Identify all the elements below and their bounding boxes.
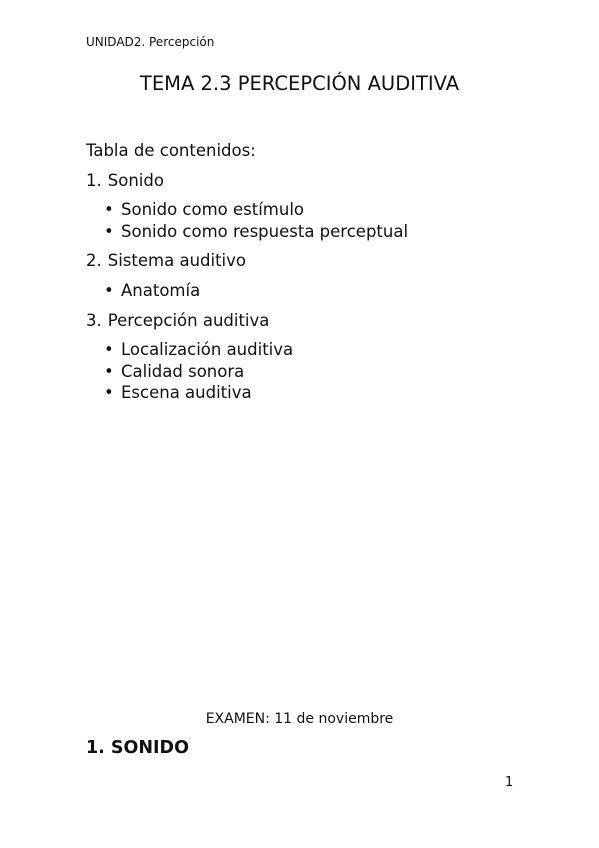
toc-subitems-percepcion-auditiva [104,339,293,404]
toc-section-number: 2. [86,251,102,270]
toc-heading: Tabla de contenidos: [86,141,256,160]
toc-section-number: 3. [86,311,102,330]
toc-section-label: Sistema auditivo [107,251,246,270]
toc-subitem: • Sonido como estímulo [104,200,305,219]
document-title: TEMA 2.3 PERCEPCIÓN AUDITIVA [139,72,460,95]
bullet-icon: • [104,200,114,219]
toc-section-label: Sonido [107,171,164,190]
bullet-icon: • [104,361,114,381]
bullet-icon: • [104,281,114,300]
toc-section-sistema-auditivo [86,251,246,270]
bullet-icon: • [104,383,114,402]
running-header: UNIDAD2. Percepción [86,35,215,49]
page-number: 1 [505,775,514,790]
toc-subitem: • Sonido como respuesta perceptual [104,221,409,241]
toc-subitem: • Calidad sonora [104,361,245,381]
bullet-icon: • [104,221,114,241]
toc-section-percepcion-auditiva [86,311,269,330]
toc-subitems-sistema-auditivo [104,280,200,302]
toc-section-label: Percepción auditiva [107,311,270,330]
bullet-icon: • [104,340,114,359]
toc-section-sonido [86,171,164,190]
toc-subitem: • Localización auditiva [104,340,294,359]
toc-subitems-sonido [104,199,408,242]
exam-date-note: EXAMEN: 11 de noviembre [205,711,394,727]
toc-subitem: • Escena auditiva [104,383,252,402]
toc-subitem: • Anatomía [104,281,201,300]
toc-section-number: 1. [86,171,102,190]
section-heading: 1. SONIDO [86,738,189,758]
